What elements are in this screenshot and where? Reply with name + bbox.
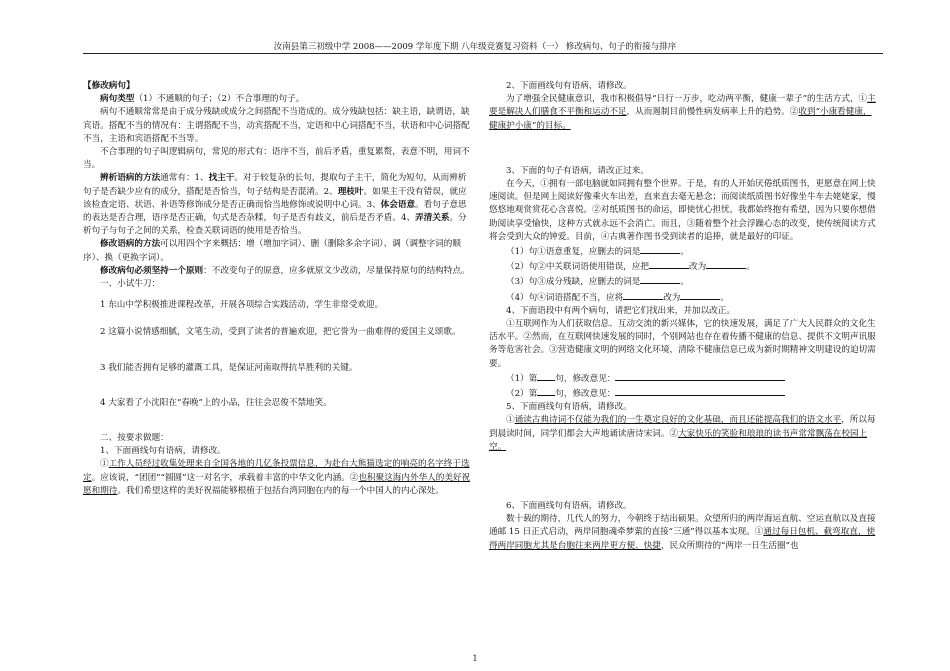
answer-blank[interactable]	[623, 290, 663, 300]
revision-line-1[interactable]	[489, 371, 879, 386]
t2-underlined-1: 主要是解决人们膳食不平衡和运动不足	[489, 94, 876, 118]
exercise-2: 2 这篇小说情感细腻，文笔生动，受到了读者的普遍欢迎，把它誉为一曲难得的爱国主义颂歌。	[100, 327, 461, 338]
task-1-text	[83, 458, 473, 498]
answer-blank[interactable]	[640, 274, 680, 284]
paragraph-principle	[83, 265, 473, 278]
method-branches: 理枝叶	[337, 186, 364, 197]
t5-text-b: ，所以每到晨读时间，同学们都会大声地诵读唐诗宋词。②	[489, 415, 876, 439]
paragraph-methods	[83, 172, 473, 238]
t2-text-a: 为了增强全民健康意识，我市积极倡导“日行一万步，吃动两平衡，健康一辈子”的生活方式，①	[506, 94, 868, 105]
types-label: 病句类型	[100, 94, 135, 105]
paragraph-illogical: 不合事理的句子叫逻辑病句，常见的形式有：语序不当，前后矛盾，重复累赘，表意不明，用词不当。	[83, 147, 470, 171]
t5-mark-1: ①	[506, 415, 515, 426]
methods-text-c: 。对于较复杂的长句，提取句子主干，简化为短句，从而辨析句子是否缺少应有的成分，搭配是否恰当，句子结构是否混淆。2、	[83, 173, 467, 197]
types-text: （1）不通顺的句子；（2）不合事理的句子。	[134, 94, 305, 105]
paragraph-incoherent: 病句不通顺常常是由于成分残缺或成分之间搭配不当造成的。成分残缺包括：缺主语，缺谓语，缺宾语。搭配不当的情况有：主谓搭配不当，动宾搭配不当，定语和中心词搭配不当，状语和中心词搭配不当，主语和宾语搭配不当等。	[83, 107, 470, 144]
t1-mark-1: ①	[100, 459, 109, 470]
method-main: 找主干	[208, 173, 235, 184]
section-one-title: 一、小试牛刀：	[100, 279, 161, 290]
a2-text-b: 改为	[688, 262, 707, 273]
section-two-title: 二、按要求做题：	[100, 433, 169, 444]
task-5-text	[489, 414, 879, 454]
answer-blank[interactable]	[680, 290, 720, 300]
t1-underlined-2: 也积聚这海内外华人的美好祝愿和期待	[83, 472, 471, 496]
t6-text-a: 数十载的期待，几代人的努力，今朝终于结出硕果。众望所归的两岸海运直航、空运直航以及直接通邮 15 日正式启动，两岸同胞魂牵梦萦的直接“三通”得以基本实现。①	[489, 514, 876, 538]
task-3-title: 3、下面的句子有语病，请改正过来。	[506, 165, 649, 176]
a4-text-b: 改为	[663, 292, 681, 303]
right-column	[489, 80, 879, 553]
fix-label: 修改语病的方法	[100, 239, 161, 250]
a3-text-a: （3）句③成分残缺，应删去的词是	[506, 277, 641, 288]
fix-text: 可以用四个字来概括：增（增加字词）、删（删除多余字词）、调（调整字词的顺序）、换（更换字词）。	[83, 239, 461, 263]
answer-blank[interactable]	[640, 244, 680, 254]
exercise-1: 1 东山中学积极推进课程改革，开展各项综合实践活动，学生非常受欢迎。	[100, 300, 384, 311]
task-6-title: 6、下面画线句有语病，请修改。	[506, 501, 632, 512]
answer-blank[interactable]	[537, 371, 555, 381]
task-3-text: 在今天，①拥有一部电脑就如同拥有整个世界。于是，有的人开始厌倦纸质图书，更愿意在网上快速阅读。但是网上阅读好像乘火车出差，直来直去毫无悬念；而阅读纸质图书好像坐牛车去姥姥家，慢悠悠地观赏赏花心含喜悦。②对纸质图书的命运，即使忧心担忧，我都始终抱有希望，因为只要你想借助阅读享受愉快，这种方式就永远不会消亡。而且，③随着整个社会浮躁心态的改变，使传统阅读方式将会受到大众的钟爱。目前，④古典著作图书受到读者的追捧，就是最好的印证。	[489, 179, 876, 242]
task-6-text	[489, 513, 879, 553]
t1-underlined-1: 工作人员经过收集处理来自全国各地的几亿条投票信息，为赴台大熊猫选定的响亮的名字终于选定	[83, 459, 470, 483]
answer-blank[interactable]	[615, 371, 785, 381]
a3-text-b: 。	[680, 277, 689, 288]
r2-text-b: 句，修改意见：	[555, 389, 616, 400]
t5-underlined-1: 诵读古典诗词不仅能为我们的一生奠定良好的文化基础，而且还能提高我们的语文水平	[514, 415, 842, 426]
task-2-text	[489, 93, 879, 133]
methods-text-a: 通常有：1、	[160, 173, 209, 184]
revision-line-2[interactable]	[489, 386, 879, 401]
r1-text-b: 句，修改意见：	[555, 373, 616, 384]
t1-text-c: 。我们希望这样的美好祝福能够根植于包括台湾同胞在内的每一个中国人的内心深处。	[117, 485, 444, 496]
principle-label: 修改病句必须坚持一个原则	[100, 265, 204, 276]
r1-text-a: （1）第	[506, 373, 538, 384]
a1-text-b: 。	[680, 247, 689, 258]
task-1-title: 1、下面画线句有语病，请修改。	[100, 446, 226, 457]
methods-text-e: 。如果主干没有错误，就应该检查定语、状语、补语等修饰成分是否正确而恰当地修饰或说明中心词。3、	[83, 186, 467, 210]
answer-blank[interactable]	[537, 386, 555, 396]
a2-text-c: 。	[746, 262, 755, 273]
a1-text-a: （1）句①语意重复，应删去的词是	[506, 247, 641, 258]
page-header	[0, 40, 950, 52]
method-meaning: 体会语意	[380, 199, 416, 210]
answer-line-2[interactable]	[489, 259, 879, 274]
answer-line-3[interactable]	[489, 274, 879, 289]
method-relations: 弄清关系	[415, 213, 450, 224]
principle-text: ：不改变句子的原意，应多就原文少改动，尽量保持原句的结构特点。	[203, 265, 470, 276]
task-4-title: 4、下面语段中有两个病句，请把它们找出来，并加以改正。	[506, 305, 735, 316]
t5-underlined-2: 大家快乐的笑脸和琅琅的读书声常常飘荡在校园上空。	[489, 428, 868, 452]
a4-text-a: （4）句④词语搭配不当，应将	[506, 292, 624, 303]
a4-text-c: 。	[720, 292, 729, 303]
methods-text-i: 。分析句子与句子之间的关系，检查关联词语的使用是否恰当。	[83, 213, 467, 237]
t6-underlined-1: 通过每日包机、截弯取直，使得两岸同胞尤其是台胞往来两岸更方便、快捷	[489, 527, 876, 551]
answer-blank[interactable]	[706, 259, 746, 269]
answer-line-1[interactable]	[489, 244, 879, 259]
t6-text-b: ，民众所期待的“两岸一日生活圈”也	[660, 540, 799, 551]
exercise-4: 4 大家看了小沈阳在“春晚”上的小品，往往会忍俊不禁地笑。	[100, 397, 332, 408]
left-column	[83, 80, 473, 498]
t2-underlined-2: 收到“小康看健康，健康护小康”的目标。	[489, 107, 872, 131]
answer-line-4[interactable]	[489, 290, 879, 305]
header-title: 汝南县第三初级中学 2008——2009 学年度下期 八年级竞赛复习资料（一） 修改病句、句子的衔接与排序	[273, 42, 677, 52]
t2-text-b: ，从而遏制目前慢性病发病率上升的趋势。②	[626, 107, 799, 118]
a2-text-a: （2）句②中关联词语使用错误，应把	[506, 262, 649, 273]
paragraph-fix-methods	[83, 238, 473, 264]
methods-label: 辨析语病的方法	[100, 173, 161, 184]
task-5-title: 5、下面画线句有语病，请修改。	[506, 402, 632, 413]
t1-text-b: 。应该说，“团团”“圆圆”这一对名字，承载着丰富的中华文化内涵。②	[91, 472, 359, 483]
page-number: 1	[472, 654, 478, 663]
r2-text-a: （2）第	[506, 389, 538, 400]
header-divider	[83, 53, 883, 54]
methods-text-g: 。看句子意思的表达是否合理，语序是否正确，句式是否杂糅，句子是否有歧义，前后是否矛盾。4、	[83, 199, 467, 224]
task-4-text: ①互联网作为人们获取信息、互动交流的新兴媒体，它的快速发展，满足了广大人民群众的文化生活水平。②然而，在互联网快速发展的同时，个别网站也存在着传播不健康的信息、提供不文明声讯服务等危害社会。③营造健康文明的网络文化环境，清除不健康信息已成为新时期精神文明建设的迫切需要。	[489, 319, 876, 369]
section-heading: 【修改病句】	[83, 81, 135, 91]
sentence-types	[83, 93, 473, 106]
answer-blank[interactable]	[615, 386, 785, 396]
exercise-3: 3 我们能否拥有足够的灌溉工具，是保证河南取得抗旱胜利的关键。	[100, 362, 358, 373]
task-2-title: 2、下面画线句有语病，请修改。	[506, 81, 632, 91]
answer-blank[interactable]	[649, 259, 689, 269]
